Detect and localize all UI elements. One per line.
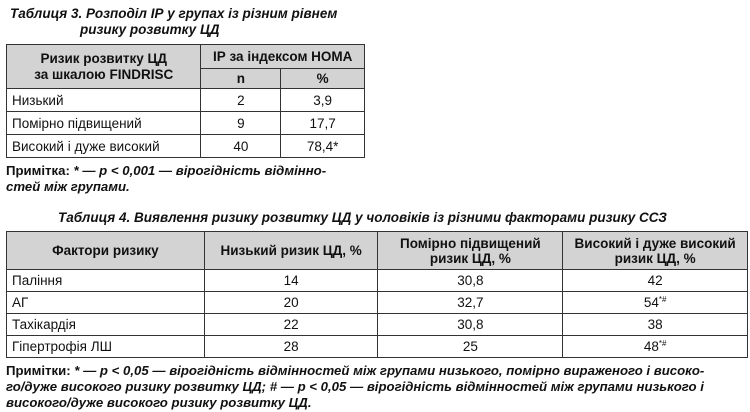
table4-header-moderate-line1: Помірно підвищений bbox=[400, 235, 541, 251]
table4-caption: Таблиця 4. Виявлення ризику розвитку ЦД у чоловіків із різними факторами ризику ССЗ bbox=[58, 210, 667, 225]
row-label: АГ bbox=[7, 292, 205, 314]
table4-header-moderate-line2: ризик ЦД, % bbox=[429, 250, 511, 266]
table3-header-risk-line2: за шкалою FINDRISC bbox=[34, 66, 174, 82]
cell-high-value: 48 bbox=[643, 339, 659, 354]
table-row bbox=[7, 270, 748, 292]
cell-moderate: 30,8 bbox=[378, 314, 563, 336]
cell-n: 9 bbox=[201, 112, 281, 135]
table3-note-line1: * — р < 0,001 — вірогідність відмінно- bbox=[69, 163, 327, 178]
table4-header-low: Низький ризик ЦД, % bbox=[204, 232, 378, 270]
cell-high-value: 54 bbox=[643, 295, 659, 310]
cell-high bbox=[563, 314, 748, 336]
table3-note-line2: стей між групами. bbox=[6, 179, 130, 194]
cell-n: 2 bbox=[201, 89, 281, 112]
row-label: Низький bbox=[7, 89, 201, 112]
table4-note bbox=[6, 363, 748, 411]
cell-moderate: 30,8 bbox=[378, 270, 563, 292]
row-label: Тахікардія bbox=[7, 314, 205, 336]
cell-moderate: 32,7 bbox=[378, 292, 563, 314]
table4-note-label: Примітки: bbox=[6, 363, 71, 378]
row-label: Гіпертрофія ЛШ bbox=[7, 336, 205, 358]
cell-pct-value: 78,4 bbox=[306, 138, 334, 154]
significance-mark: *# bbox=[658, 295, 667, 304]
cell-pct-value: 3,9 bbox=[313, 92, 332, 108]
table4-header-high bbox=[563, 232, 748, 270]
significance-mark: * bbox=[333, 138, 339, 154]
table-row bbox=[7, 112, 365, 135]
table4-header-moderate bbox=[378, 232, 563, 270]
table4-note-line3: високого/дуже високого ризику розвитку ЦД. bbox=[6, 395, 312, 410]
table3-header-risk-line1: Ризик розвитку ЦД bbox=[40, 50, 168, 66]
table3-header-risk bbox=[7, 45, 201, 89]
table4-header-factors: Фактори ризику bbox=[7, 232, 205, 270]
table3-note bbox=[6, 163, 366, 195]
cell-high bbox=[563, 292, 748, 314]
table-row bbox=[7, 336, 748, 358]
table3-header-homa: ІР за індексом НОМА bbox=[201, 45, 365, 69]
table3-header-pct: % bbox=[281, 69, 365, 89]
table3-caption-line2: ризику розвитку ЦД bbox=[80, 22, 220, 37]
cell-pct bbox=[281, 89, 365, 112]
table-row bbox=[7, 292, 748, 314]
table4 bbox=[6, 231, 748, 358]
cell-moderate: 25 bbox=[378, 336, 563, 358]
cell-low: 20 bbox=[204, 292, 378, 314]
cell-low: 22 bbox=[204, 314, 378, 336]
cell-high-value: 38 bbox=[647, 317, 663, 332]
table3-caption-line1: Таблиця 3. Розподіл ІР у групах із різним рівнем bbox=[10, 6, 338, 21]
table4-header-high-line2: ризик ЦД, % bbox=[614, 250, 696, 266]
cell-high bbox=[563, 270, 748, 292]
table-row bbox=[7, 314, 748, 336]
cell-pct-value: 17,7 bbox=[309, 115, 336, 131]
cell-pct bbox=[281, 135, 365, 158]
row-label: Паління bbox=[7, 270, 205, 292]
cell-low: 28 bbox=[204, 336, 378, 358]
table3-caption bbox=[10, 6, 337, 38]
table3-header-n: n bbox=[201, 69, 281, 89]
significance-mark: *# bbox=[658, 339, 667, 348]
table3 bbox=[6, 44, 365, 158]
table4-note-line1: * — р < 0,05 — вірогідність відмінностей між групами низького, помірно вираженого і високо- bbox=[70, 363, 705, 378]
table-row bbox=[7, 135, 365, 158]
table4-note-line2: го/дуже високого ризику розвитку ЦД; # — р < 0,05 — вірогідність відмінностей між групами низького і bbox=[6, 379, 704, 394]
table4-header-high-line1: Високий і дуже високий bbox=[574, 235, 736, 251]
cell-low: 14 bbox=[204, 270, 378, 292]
row-label: Помірно підвищений bbox=[7, 112, 201, 135]
cell-n: 40 bbox=[201, 135, 281, 158]
table-row bbox=[7, 89, 365, 112]
cell-high bbox=[563, 336, 748, 358]
cell-high-value: 42 bbox=[647, 273, 663, 288]
table3-note-label: Примітка: bbox=[6, 163, 70, 178]
row-label: Високий і дуже високий bbox=[7, 135, 201, 158]
cell-pct bbox=[281, 112, 365, 135]
